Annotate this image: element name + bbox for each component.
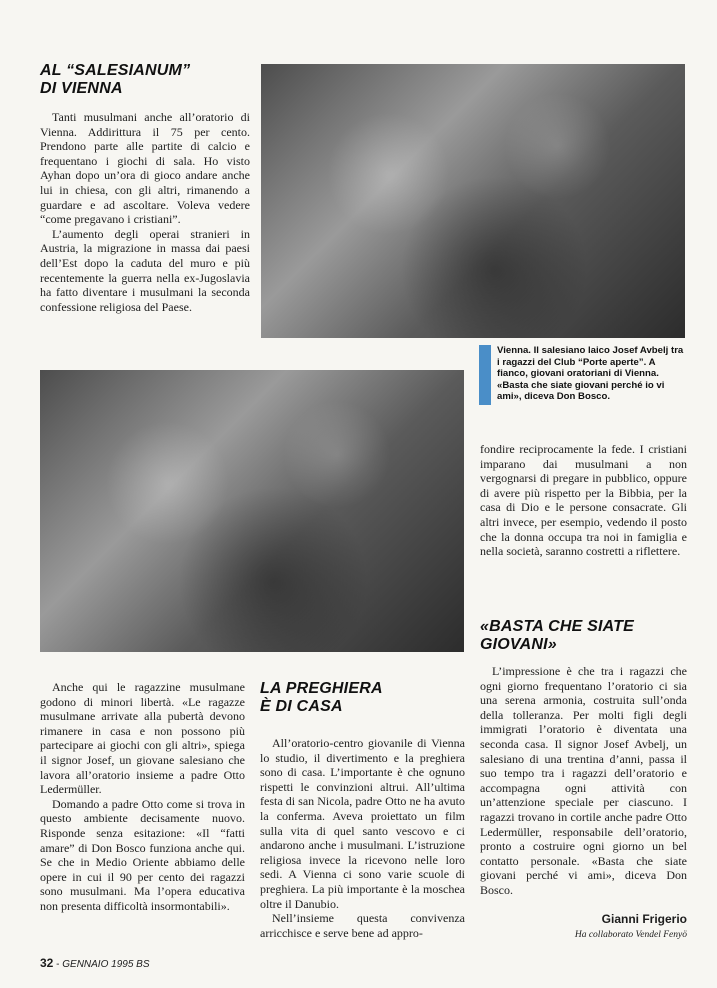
paragraph: Anche qui le ragazzine musulmane godono di minori libertà. «Le ragazze musulmane arrivate alla pubertà devono rimanere in casa e non possono più partecipare ai giochi con gli altri», spiega il signor Josef, un giovane salesiano che lavora all’oratorio insieme a padre Otto Ledermüller.	[40, 680, 245, 797]
paragraph: fondire reciprocamente la fede. I cristiani imparano dai musulmani a non vergognarsi di pregare in pubblico, oppure di avere più rispetto per la Bibbia, per la casa di Dio e le persone consacrate. Gli altri invece, per esempio, vedendo il posto che la donna occupa tra noi in famiglia e nella società, saranno costretti a riflettere.	[480, 442, 687, 559]
photo-boys-club	[261, 64, 685, 338]
section-heading-salesianum	[40, 62, 260, 98]
photo-caption: Vienna. Il salesiano laico Josef Avbelj tra i ragazzi del Club “Porte aperte”. A fianco, giovani oratoriani di Vienna. «Basta che siate giovani perché io vi ami», diceva Don Bosco.	[497, 345, 684, 402]
author-signature: Gianni Frigerio	[601, 912, 687, 926]
paragraph: Nell’insieme questa convivenza arricchisce e serve bene ad appro-	[260, 911, 465, 940]
section-heading-basta	[480, 618, 687, 654]
photo-young-oratorians	[40, 370, 464, 652]
photo-shading	[261, 64, 685, 338]
column-left-bottom-text	[40, 680, 245, 914]
heading-line: «BASTA CHE SIATE	[480, 618, 635, 635]
heading-line: È DI CASA	[260, 698, 343, 715]
column-preghiera-text	[260, 736, 465, 940]
heading-line: GIOVANI»	[480, 636, 557, 653]
column-right-top-text	[480, 442, 687, 559]
column-basta-text	[480, 664, 687, 898]
collaborator-credit: Ha collaborato Vendel Fenyö	[574, 930, 687, 940]
column-salesianum-text	[40, 110, 250, 314]
folio-separator: -	[53, 959, 63, 970]
paragraph: L’aumento degli operai stranieri in Austria, la migrazione in massa dai paesi dell’Est dopo la caduta del muro e più recentemente la guerra nella ex-Jugoslavia ha fatto diventare i musulmani la seconda confessione religiosa del Paese.	[40, 226, 250, 314]
page-number: 32	[40, 956, 54, 970]
photo-shading	[40, 370, 464, 652]
heading-line: LA PREGHIERA	[260, 680, 383, 697]
page-folio	[40, 956, 240, 970]
paragraph: L’impressione è che tra i ragazzi che ogni giorno frequentano l’oratorio ci sia una serena armonia, costruita sull’onda della tolleranza. Per molti figli degli immigrati l’oratorio è diventata una seconda casa. Il signor Josef Avbelj, un salesiano di una trentina d’anni, passa il suo tempo tra i ragazzi dell’oratorio e accompagna ogni attività con un’attenzione speciale per ciascuno. I ragazzi trovano in cortile anche padre Otto Ledermüller, responsabile dell’oratorio, pronto a costruire ogni giorno un bel contatto personale. «Basta che siate giovani perché vi ami», diceva Don Bosco.	[480, 664, 687, 897]
paragraph: All’oratorio-centro giovanile di Vienna lo studio, il divertimento e la preghiera sono di casa. L’importante è che ognuno rispetti le convinzioni altrui. All’ultima festa di san Nicola, padre Otto ne ha avuto la conferma. Aveva proiettato un film sulla vita di quel santo vescovo e ci andarono anche i musulmani. L’istruzione religiosa invece la ricevono nelle loro sedi. A Vienna ci sono varie scuole di preghiera. La più importante è la moschea oltre il Danubio.	[260, 736, 465, 911]
caption-accent-bar	[479, 345, 491, 405]
paragraph: Tanti musulmani anche all’oratorio di Vienna. Addirittura il 75 per cento. Prendono parte alle partite di calcio e frequentano i giochi di sala. Ho visto Ayhan dopo un’ora di gioco andare anche lui in chiesa, con gli altri, rimanendo a guardare e ad ascoltare. Voleva vedere “come pregavano i cristiani”.	[40, 110, 250, 227]
heading-line: DI VIENNA	[40, 80, 123, 97]
heading-line: AL “SALESIANUM”	[40, 62, 191, 79]
paragraph: Domando a padre Otto come si trova in questo ambiente decisamente nuovo. Risponde senza esitazione: «Il “fatti amare” di Don Bosco funziona anche qui. Se che in Medio Oriente abbiamo delle opere in cui il 90 per cento dei ragazzi sono musulmani. Ma l’opera educativa non presenta difficoltà insormontabili».	[40, 796, 245, 913]
section-heading-preghiera	[260, 680, 465, 716]
issue-label: GENNAIO 1995 BS	[62, 959, 150, 970]
